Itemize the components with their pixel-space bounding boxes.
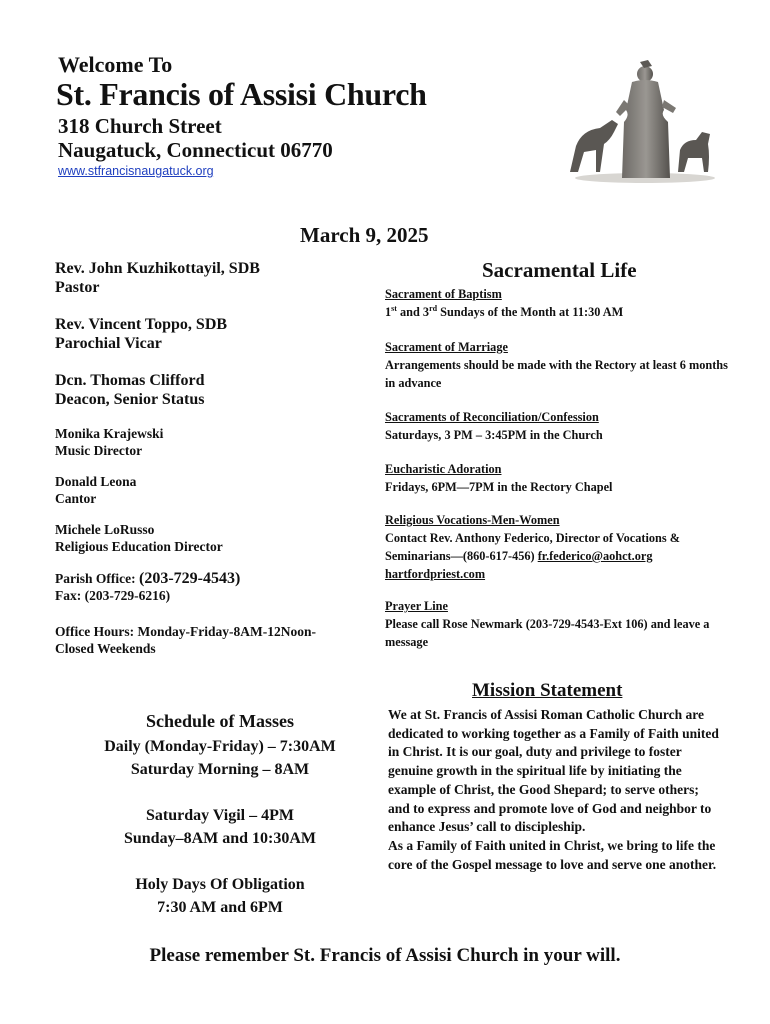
city-address: Naugatuck, Connecticut 06770 [58,138,333,162]
staff-vicar [55,315,227,353]
mass-saturday-morning: Saturday Morning – 8AM [130,761,310,778]
office-fax: Fax: (203-729-6216) [55,587,171,603]
vocations-heading: Religious Vocations-Men-Women [385,513,560,527]
office-phone: (203-729-4543) [138,570,241,587]
reconciliation-heading: Sacraments of Reconciliation/Confession [385,410,599,424]
prayer-line-text: Please call Rose Newmark (203-729-4543-Ext 106) and leave a message [385,617,710,649]
street-address: 318 Church Street [58,114,222,138]
website-link[interactable]: www.stfrancisnaugatuck.org [58,164,214,178]
staff-name: Rev. Vincent Toppo, SDB [55,316,228,333]
staff-name: Monika Krajewski [55,426,164,441]
baptism-day2: and 3 [396,305,430,319]
prayer-line-heading: Prayer Line [385,599,448,613]
staff-role: Parochial Vicar [55,335,162,352]
adoration-text: Fridays, 6PM—7PM in the Rectory Chapel [385,480,613,494]
staff-religious-ed [55,522,223,555]
baptism-text: Sundays of the Month at 11:30 AM [437,305,624,319]
reconciliation-text: Saturdays, 3 PM – 3:45PM in the Church [385,428,603,442]
staff-music [55,426,163,459]
vocations-section [385,511,730,583]
bulletin-date: March 9, 2025 [300,223,429,247]
welcome-heading: Welcome To [58,52,173,77]
sacramental-life-title: Sacramental Life [482,258,637,282]
office-hours-line1: Office Hours: Monday-Friday-8AM-12Noon- [55,624,316,639]
baptism-heading: Sacrament of Baptism [385,287,502,301]
vocations-website-link[interactable]: hartfordpriest.com [385,567,486,581]
staff-name: Donald Leona [55,474,137,489]
footer-message: Please remember St. Francis of Assisi Church in your will. [149,945,621,966]
vocations-text: Contact Rev. Anthony Federico, Director of Vocations & Seminarians—(860-617-456) [385,531,680,563]
marriage-text: Arrangements should be made with the Rectory at least 6 months in advance [385,358,728,390]
mass-schedule [70,710,370,919]
st-francis-statue-icon [560,60,720,185]
mission-paragraph-1: We at St. Francis of Assisi Roman Catholic Church are dedicated to working together as a Family of Faith united in Christ. It is our goal, duty and privilege to foster genuine growth in the spiritual life by initiating the example of Christ, the Good Shepard; to serve others; and to express and promote love of God and neighbor to enhance Jesus’ call to discipleship. [388,707,719,835]
prayer-line-section [385,597,730,651]
holy-days-times: 7:30 AM and 6PM [157,899,283,916]
mass-sunday: Sunday–8AM and 10:30AM [123,830,317,847]
mass-saturday-vigil: Saturday Vigil – 4PM [145,807,294,824]
staff-role: Music Director [55,442,143,458]
staff-pastor [55,259,260,297]
marriage-section [385,338,730,392]
holy-days-title: Holy Days Of Obligation [135,876,305,893]
office-hours [55,624,316,657]
staff-role: Pastor [55,279,100,296]
church-name: St. Francis of Assisi Church [56,76,427,112]
staff-role: Cantor [55,490,97,506]
staff-name: Dcn. Thomas Clifford [55,372,205,389]
staff-name: Rev. John Kuzhikottayil, SDB [55,260,260,277]
adoration-heading: Eucharistic Adoration [385,462,502,476]
baptism-day1: 1 [385,305,392,319]
staff-role: Religious Education Director [55,538,223,554]
staff-role: Deacon, Senior Status [55,391,205,408]
baptism-sup1: st [391,303,397,313]
reconciliation-section [385,408,730,444]
baptism-section [385,285,730,321]
office-phone-label: Parish Office: [55,571,139,586]
staff-cantor [55,474,136,507]
parish-office [55,571,240,604]
staff-name: Michele LoRusso [55,522,155,537]
vocations-email-link[interactable]: fr.federico@aohct.org [537,549,653,563]
mass-schedule-title: Schedule of Masses [146,711,294,731]
adoration-section [385,460,730,496]
mission-paragraph-2: As a Family of Faith united in Christ, we bring to life the core of the Gospel message to love and serve one another. [388,837,717,872]
mass-daily: Daily (Monday-Friday) – 7:30AM [104,738,336,755]
baptism-sup2: rd [429,303,438,313]
office-hours-line2: Closed Weekends [55,640,156,656]
marriage-heading: Sacrament of Marriage [385,340,508,354]
mission-statement-title: Mission Statement [472,680,623,701]
mission-statement [388,706,723,874]
staff-deacon [55,371,205,409]
